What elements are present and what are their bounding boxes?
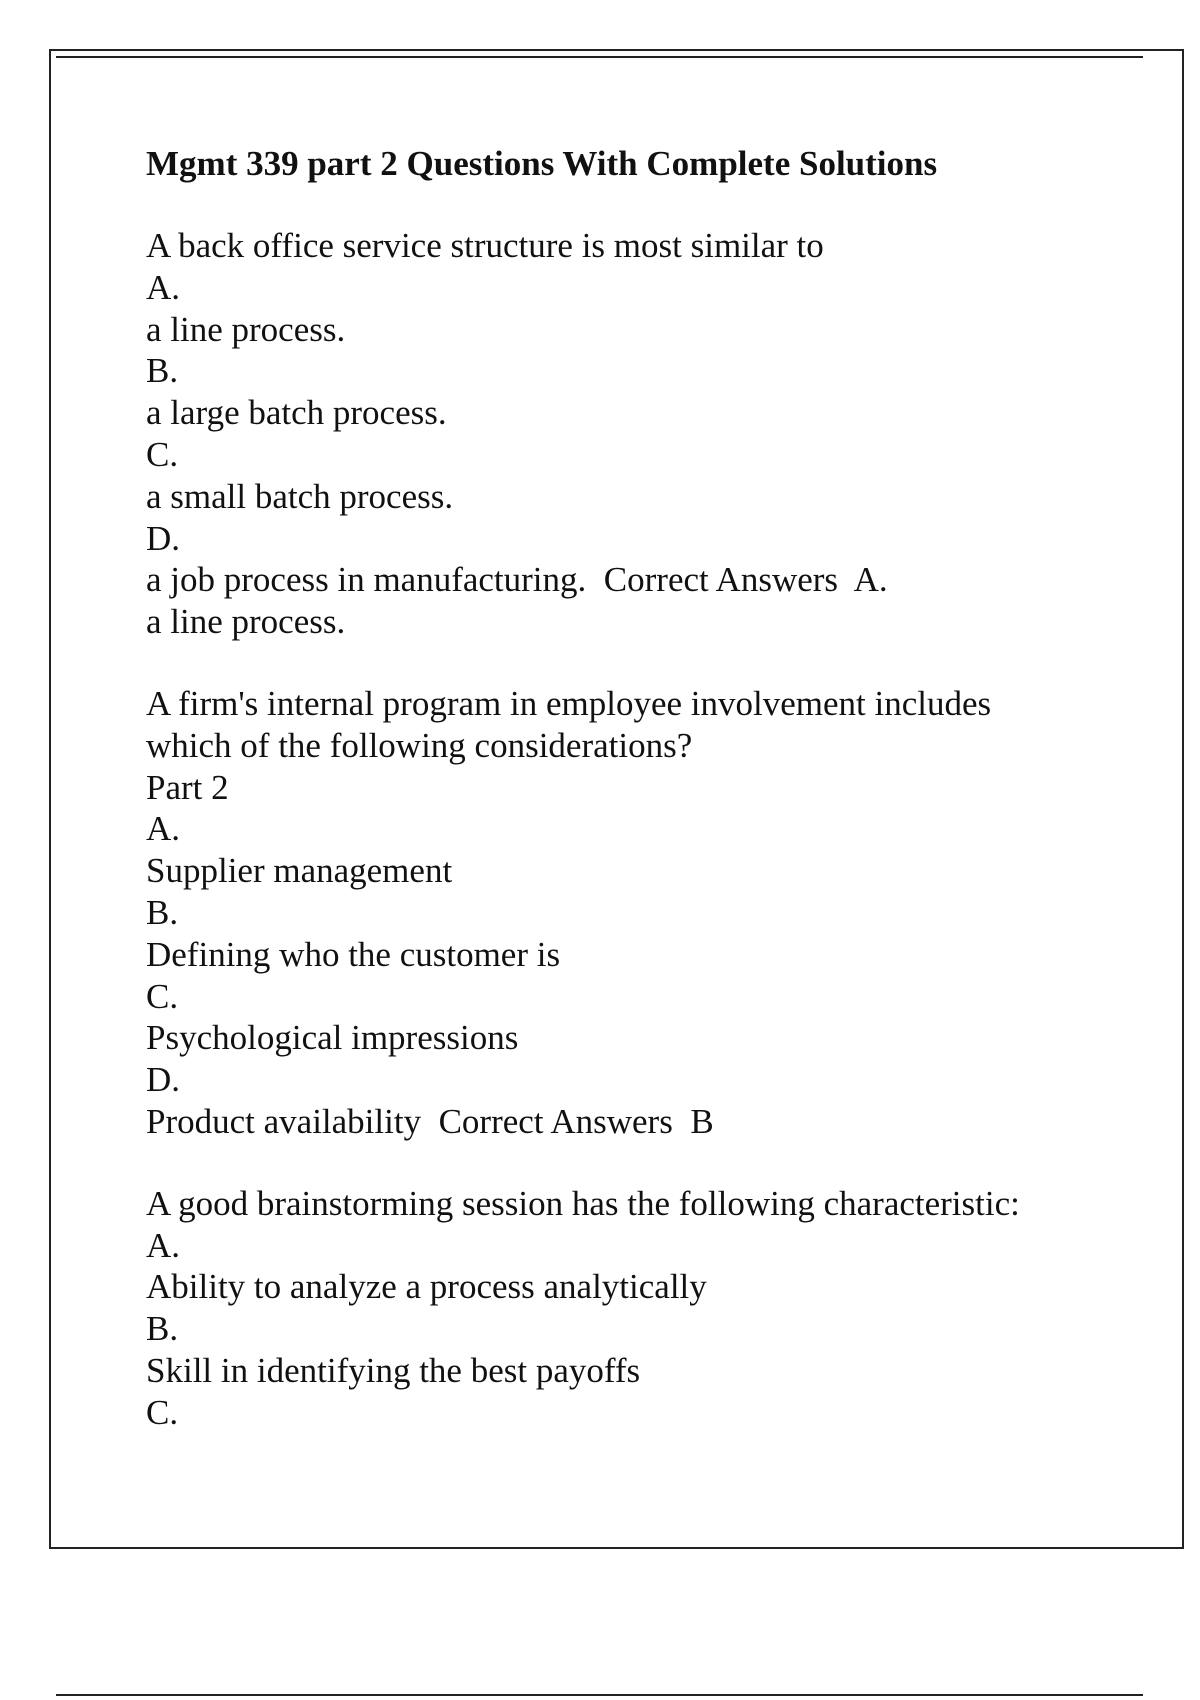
option-text: Psychological impressions bbox=[146, 1018, 519, 1058]
option-label: B. bbox=[146, 892, 179, 932]
option-label: A. bbox=[146, 1225, 181, 1265]
question-text: A firm's internal program in employee involvement includes bbox=[146, 683, 992, 723]
option-text-with-answer: a job process in manufacturing. Correct Answers A. bbox=[146, 560, 888, 600]
option-text: Defining who the customer is bbox=[146, 934, 561, 974]
option-text: Supplier management bbox=[146, 851, 453, 891]
option-label: C. bbox=[146, 1392, 179, 1432]
option-text: a small batch process. bbox=[146, 476, 454, 516]
question-text: A back office service structure is most similar to bbox=[146, 226, 824, 265]
document-body bbox=[146, 143, 1146, 1434]
option-label: C. bbox=[146, 434, 179, 474]
footer-rule bbox=[56, 1694, 1143, 1696]
option-label: C. bbox=[146, 976, 179, 1016]
question-2 bbox=[146, 683, 1146, 1143]
question-part-label: Part 2 bbox=[146, 767, 229, 807]
option-label: B. bbox=[146, 1309, 179, 1349]
option-label: B. bbox=[146, 351, 179, 391]
option-label: A. bbox=[146, 809, 181, 849]
option-text: a large batch process. bbox=[146, 393, 447, 433]
option-text: a line process. bbox=[146, 309, 346, 349]
header-rule bbox=[56, 56, 1143, 58]
question-1 bbox=[146, 225, 1146, 643]
document-title: Mgmt 339 part 2 Questions With Complete Solutions bbox=[146, 144, 938, 183]
question-text: which of the following considerations? bbox=[146, 725, 693, 765]
option-text: Skill in identifying the best payoffs bbox=[146, 1350, 641, 1390]
option-label: A. bbox=[146, 267, 181, 307]
option-text-with-answer: Product availability Correct Answers B bbox=[146, 1101, 714, 1141]
option-text: Ability to analyze a process analytically bbox=[146, 1267, 707, 1307]
question-3 bbox=[146, 1183, 1146, 1434]
option-label: D. bbox=[146, 518, 181, 558]
answer-text: a line process. bbox=[146, 602, 346, 642]
option-label: D. bbox=[146, 1060, 181, 1100]
question-text: A good brainstorming session has the following characteristic: bbox=[146, 1183, 1020, 1223]
